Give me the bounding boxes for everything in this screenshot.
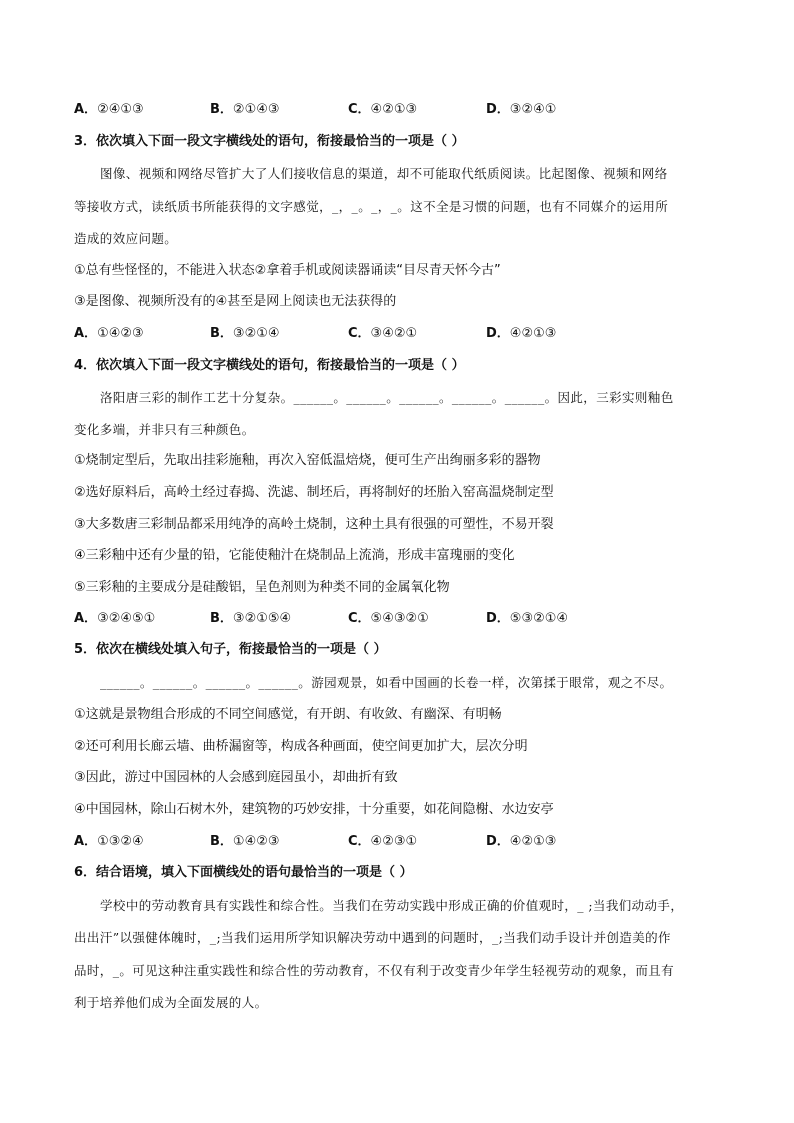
question-5-item-line: ③因此，游过中国园林的人会感到庭园虽小，却曲折有致 [74,770,398,785]
option-c[interactable]: C．④②③① [348,834,418,849]
question-5-passage-line: ______。______。______。______。游园观景，如看中国画的长卷一样，次第揉于眼常，观之不尽。 [100,675,673,690]
question-5-item-line: ④中国园林，除山石树木外，建筑物的巧妙安排，十分重要，如花间隐榭、水边安亭 [74,802,554,817]
option-b[interactable]: B．③②①⑤④ [210,611,292,626]
question-4-passage-line: 洛阳唐三彩的制作工艺十分复杂。______。______。______。______。______。因此，三彩实则釉色 [100,390,674,405]
question-6-passage-line: 出出汗”以强健体魄时，_;当我们运用所学知识解决劳动中遇到的问题时，_;当我们动手设计并创造美的作 [74,930,671,945]
option-d[interactable]: D．④②①③ [486,834,557,849]
question-6-passage-line: 利于培养他们成为全面发展的人。 [74,995,268,1010]
question-4-item-line: ①烧制定型后，先取出挂彩施釉，再次入窑低温焙烧，便可生产出绚丽多彩的器物 [74,453,541,468]
question-4-passage-line: 变化多端，并非只有三种颜色。 [74,422,255,437]
option-d[interactable]: D．④②①③ [486,326,557,341]
option-b[interactable]: B．③②①④ [210,326,280,341]
option-d[interactable]: D．⑤③②①④ [486,611,569,626]
option-c[interactable]: C．⑤④③②① [348,611,429,626]
question-4-item-line: ③大多数唐三彩制品都采用纯净的高岭土烧制，这种土具有很强的可塑性，不易开裂 [74,517,554,532]
option-c[interactable]: C．③④②① [348,326,418,341]
options-row-prev [74,100,724,120]
option-b[interactable]: B．②①④③ [210,102,280,117]
option-b[interactable]: B．①④②③ [210,834,280,849]
question-5-item-line: ②还可利用长廊云墙、曲桥漏窗等，构成各种画面，使空间更加扩大，层次分明 [74,739,528,754]
question-4-item-line: ⑤三彩釉的主要成分是硅酸铝，呈色剂则为种类不同的金属氧化物 [74,580,450,595]
question-6-passage-line: 品时，_。可见这种注重实践性和综合性的劳动教育，不仅有利于改变青少年学生轻视劳动的观象，而且有 [74,963,675,978]
question-3-passage-line: 图像、视频和网络尽管扩大了人们接收信息的渠道，却不可能取代纸质阅读。比起图像、视频和网络 [100,166,668,181]
option-a[interactable]: A．①③②④ [74,834,144,849]
question-6-title: 6．结合语境，填入下面横线处的语句最恰当的一项是（ ） [74,865,413,880]
question-3-passage-line: 造成的效应问题。 [74,231,178,246]
question-3-item-line: ③是图像、视频所没有的④甚至是网上阅读也无法获得的 [74,294,397,309]
question-4-item-line: ②选好原料后，高岭土经过春捣、洗滤、制坯后，再将制好的坯胎入窑高温烧制定型 [74,485,554,500]
question-5-options [74,832,724,852]
option-d[interactable]: D．③②④① [486,102,557,117]
question-6-passage-line: 学校中的劳动教育具有实践性和综合性。当我们在劳动实践中形成正确的价值观时，_ ;当我们动动手， [100,898,684,913]
option-a[interactable]: A．③②④⑤① [74,611,156,626]
question-5-item-line: ①这就是景物组合形成的不同空间感觉，有开朗、有收敛、有幽深、有明畅 [74,707,502,722]
question-4-title: 4．依次填入下面一段文字横线处的语句，衔接最恰当的一项是（ ） [74,358,465,373]
question-3-options [74,324,724,344]
question-4-options [74,609,724,629]
question-4-item-line: ④三彩釉中还有少量的铅，它能使釉汁在烧制品上流淌，形成丰富瑰丽的变化 [74,548,515,563]
question-5-title: 5．依次在横线处填入句子，衔接最恰当的一项是（ ） [74,642,387,657]
option-a[interactable]: A．①④②③ [74,326,144,341]
question-3-passage-line: 等接收方式，读纸质书所能获得的文字感觉，_，_。_，_。这不全是习惯的问题，也有不同媒介的运用所 [74,199,669,214]
option-c[interactable]: C．④②①③ [348,102,418,117]
question-3-item-line: ①总有些怪怪的，不能进入状态②拿着手机或阅读器诵读“目尽青天怀今古” [74,263,501,278]
option-a[interactable]: A．②④①③ [74,102,144,117]
question-3-title: 3．依次填入下面一段文字横线处的语句，衔接最恰当的一项是（ ） [74,134,465,149]
